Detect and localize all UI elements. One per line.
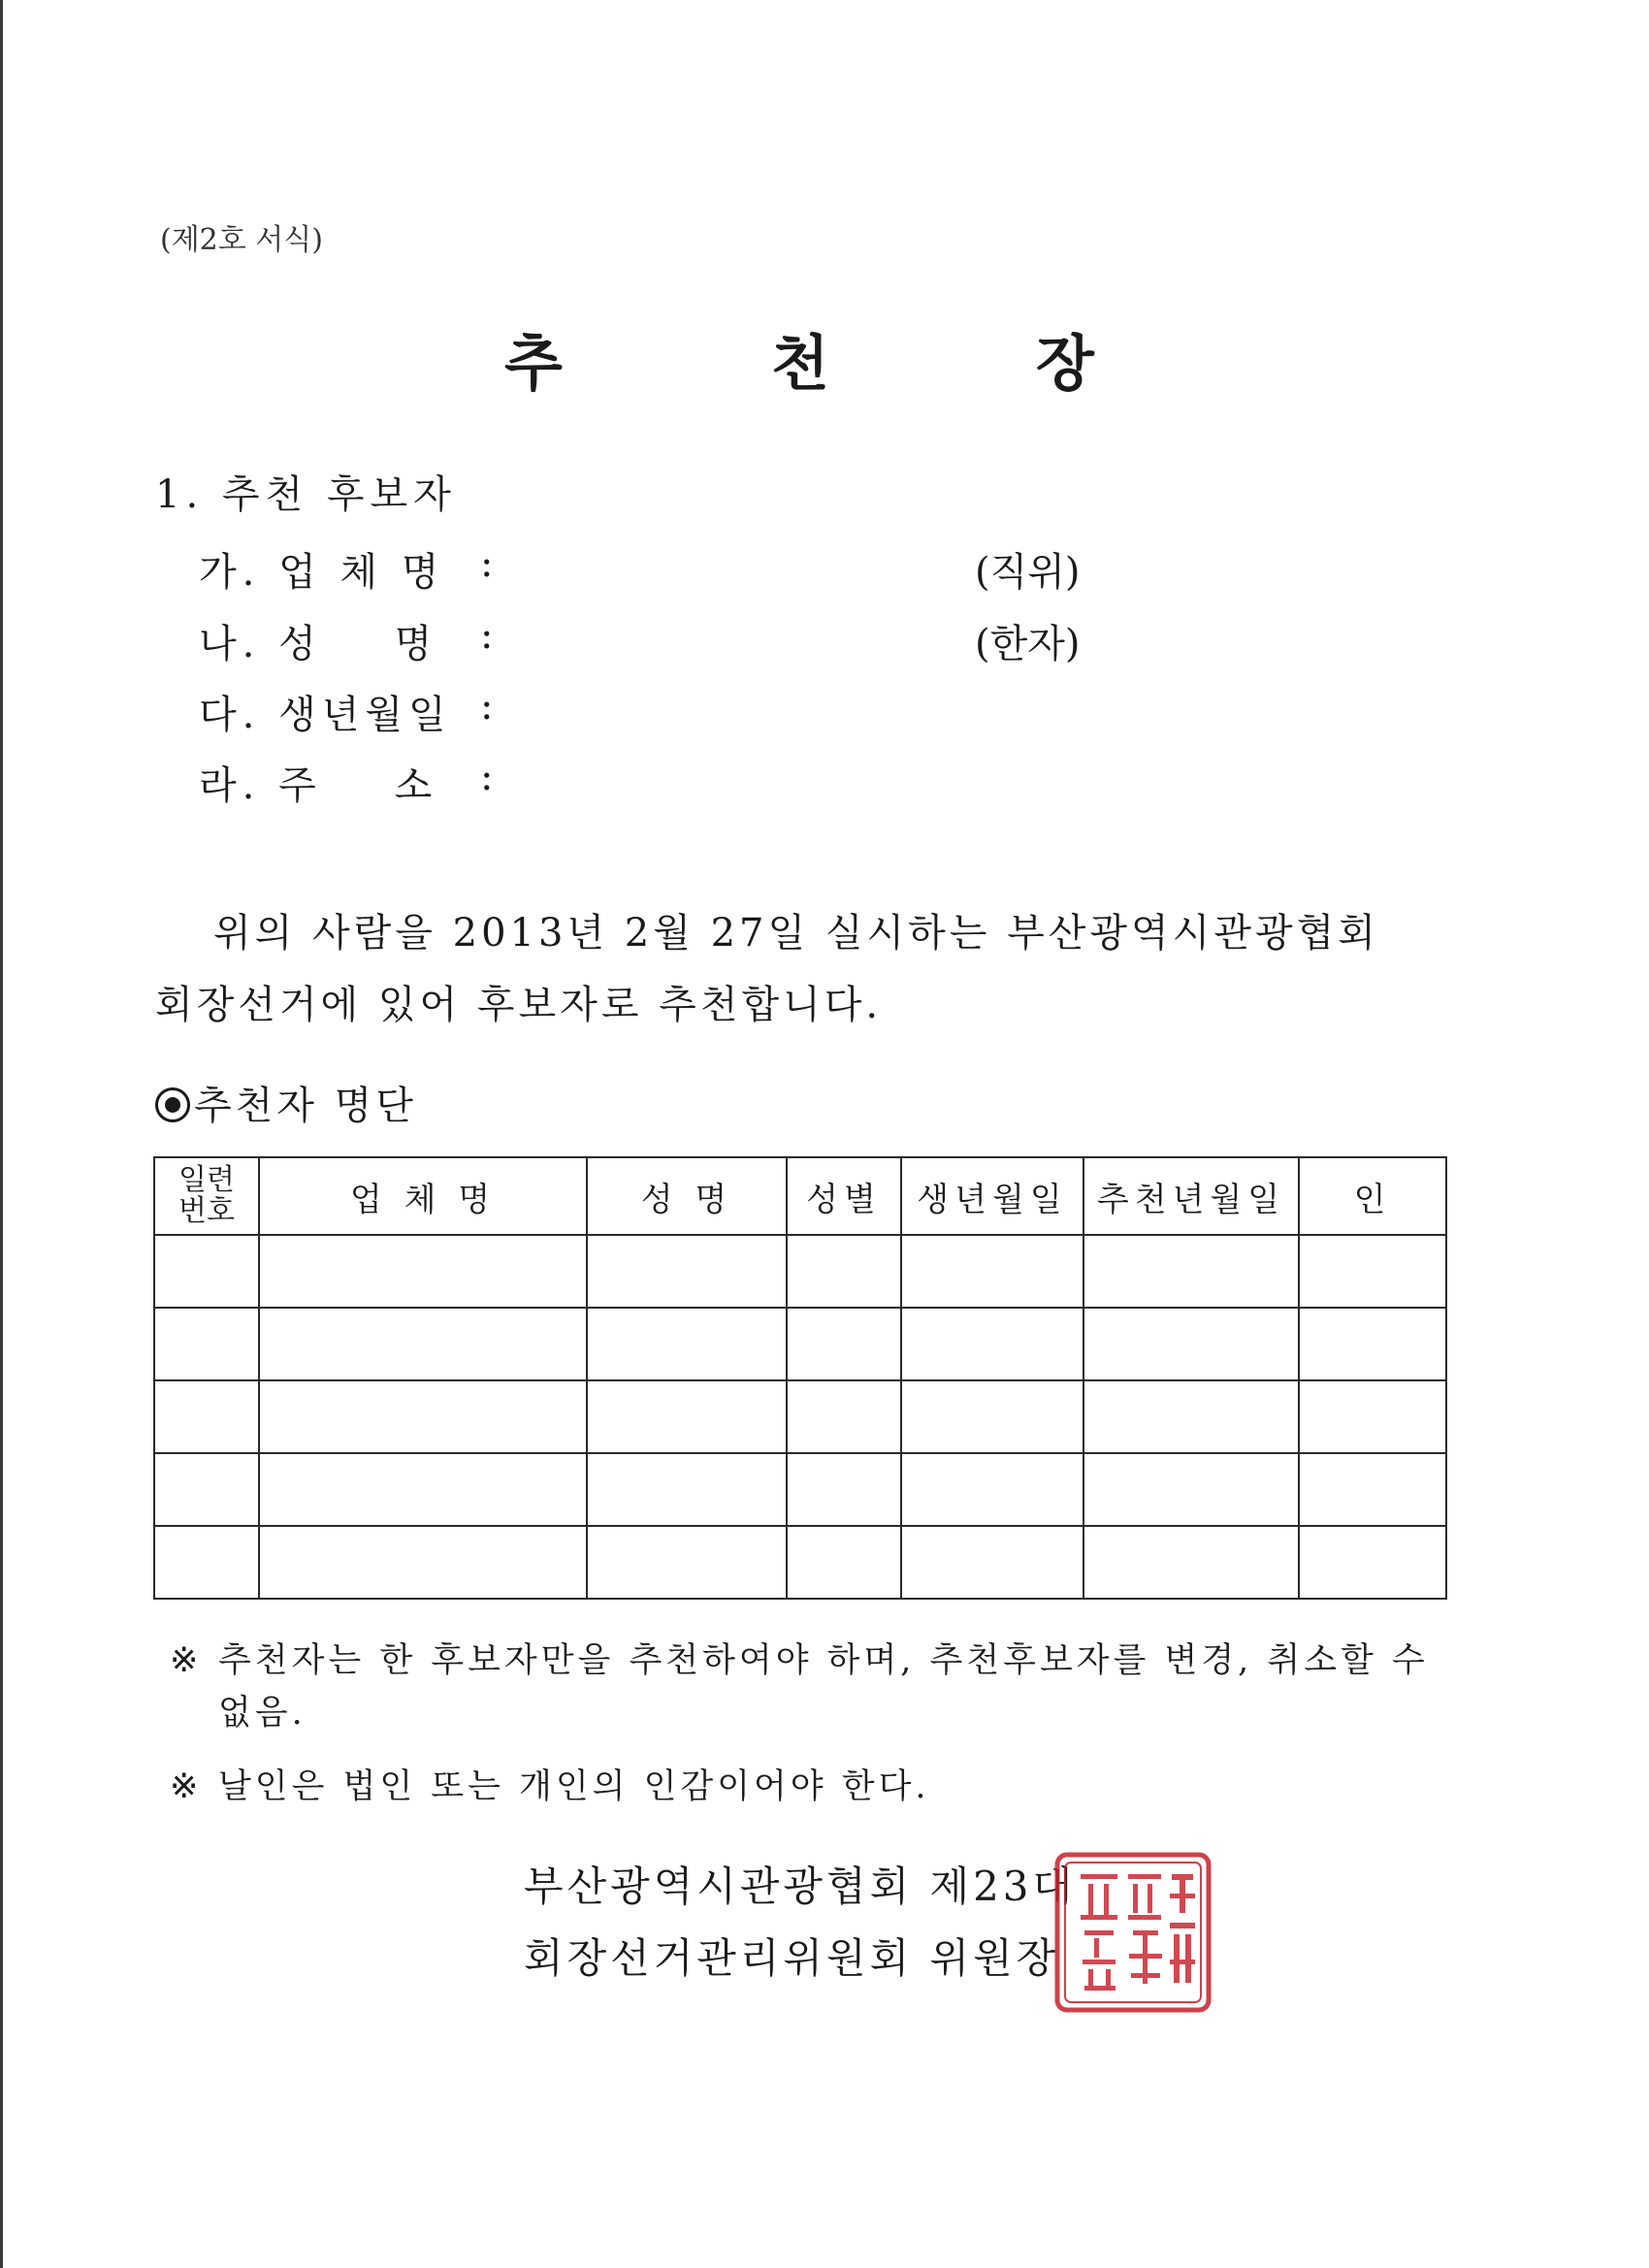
signoff-block (524, 1851, 1076, 1994)
table-cell (1083, 1380, 1299, 1453)
table-cell (154, 1235, 259, 1308)
table-cell (259, 1308, 587, 1380)
table-cell (587, 1308, 787, 1380)
field-name (199, 613, 1460, 671)
table-cell (1299, 1453, 1446, 1526)
table-cell (259, 1235, 587, 1308)
col-header-company: 업 체 명 (259, 1157, 587, 1235)
table-cell (1083, 1453, 1299, 1526)
document-title (0, 315, 1649, 403)
col-header-gender: 성별 (787, 1157, 901, 1235)
table-row (154, 1308, 1446, 1380)
table-cell (787, 1380, 901, 1453)
field-label: 다. 생년월일 (199, 693, 452, 737)
reference-mark-icon: ※ (170, 1767, 203, 1806)
field-address (199, 755, 1460, 813)
table-cell (1299, 1235, 1446, 1308)
field-colon: : (480, 684, 494, 729)
note-text: 날인은 법인 또는 개인의 인감이어야 한다. (218, 1767, 930, 1806)
statement-line-2: 회장선거에 있어 후보자로 추천합니다. (155, 983, 883, 1027)
title-char-3: 장 (1036, 328, 1096, 399)
table-cell (587, 1235, 787, 1308)
table-header-row (154, 1157, 1446, 1235)
title-char-1: 추 (504, 328, 565, 399)
table-cell (1083, 1308, 1299, 1380)
field-label: 가. 업 체 명 (199, 550, 445, 595)
recommender-list-heading (155, 1075, 417, 1130)
table-cell (587, 1380, 787, 1453)
official-seal-icon (1046, 1845, 1220, 2020)
field-position-note: (직위) (975, 550, 1081, 595)
table-cell (587, 1453, 787, 1526)
table-row (154, 1380, 1446, 1453)
field-hanja-note: (한자) (975, 622, 1081, 666)
table-cell (154, 1380, 259, 1453)
table-cell (154, 1453, 259, 1526)
table-row (154, 1235, 1446, 1308)
signoff-line-1: 부산광역시관광협회 제23대 (524, 1863, 1077, 1910)
reference-mark-icon: ※ (170, 1641, 203, 1680)
table-cell (901, 1453, 1083, 1526)
field-colon: : (480, 755, 494, 799)
field-label: 나. 성 명 (199, 622, 438, 666)
table-cell (787, 1526, 901, 1599)
recommendation-statement (155, 897, 1474, 1041)
col-header-recommend-date: 추천년월일 (1083, 1157, 1299, 1235)
recommender-table (153, 1156, 1447, 1600)
table-cell (259, 1453, 587, 1526)
table-cell (901, 1235, 1083, 1308)
circle-bullet-icon (155, 1087, 190, 1122)
table-cell (787, 1308, 901, 1380)
table-cell (587, 1526, 787, 1599)
col-header-name: 성 명 (587, 1157, 787, 1235)
col-header-serial-no: 일련 번호 (154, 1157, 259, 1235)
table-row (154, 1453, 1446, 1526)
field-company (199, 541, 1460, 599)
table-cell (259, 1526, 587, 1599)
notes-section (170, 1635, 1450, 1834)
statement-line-1: 위의 사람을 2013년 2월 27일 실시하는 부산광역시관광협회 (213, 911, 1379, 956)
table-cell (154, 1526, 259, 1599)
note-item (170, 1761, 1450, 1813)
table-cell (1299, 1380, 1446, 1453)
recommender-list-title: 추천자 명단 (194, 1084, 417, 1128)
table-cell (901, 1308, 1083, 1380)
signoff-line-2: 회장선거관리위원회 위원장 (524, 1934, 1060, 1982)
field-birthdate (199, 684, 1460, 742)
col-header-birthdate: 생년월일 (901, 1157, 1083, 1235)
title-char-2: 천 (771, 328, 831, 399)
table-cell (787, 1453, 901, 1526)
table-cell (787, 1235, 901, 1308)
table-cell (1083, 1235, 1299, 1308)
note-text: 추천자는 한 후보자만을 추천하여야 하며, 추천후보자를 변경, 취소할 수 없음. (218, 1641, 1429, 1733)
table-row (154, 1526, 1446, 1599)
table-cell (1299, 1526, 1446, 1599)
field-colon: : (480, 613, 494, 658)
section-heading-candidate: 1. 추천 후보자 (155, 472, 457, 517)
col-header-seal: 인 (1299, 1157, 1446, 1235)
table-cell (154, 1308, 259, 1380)
field-colon: : (480, 541, 494, 586)
table-cell (901, 1526, 1083, 1599)
table-cell (259, 1380, 587, 1453)
note-item (170, 1635, 1450, 1739)
table-cell (1299, 1308, 1446, 1380)
field-label: 라. 주 소 (199, 763, 438, 808)
table-cell (1083, 1526, 1299, 1599)
form-code: (제2호 서식) (160, 223, 323, 257)
table-cell (901, 1380, 1083, 1453)
